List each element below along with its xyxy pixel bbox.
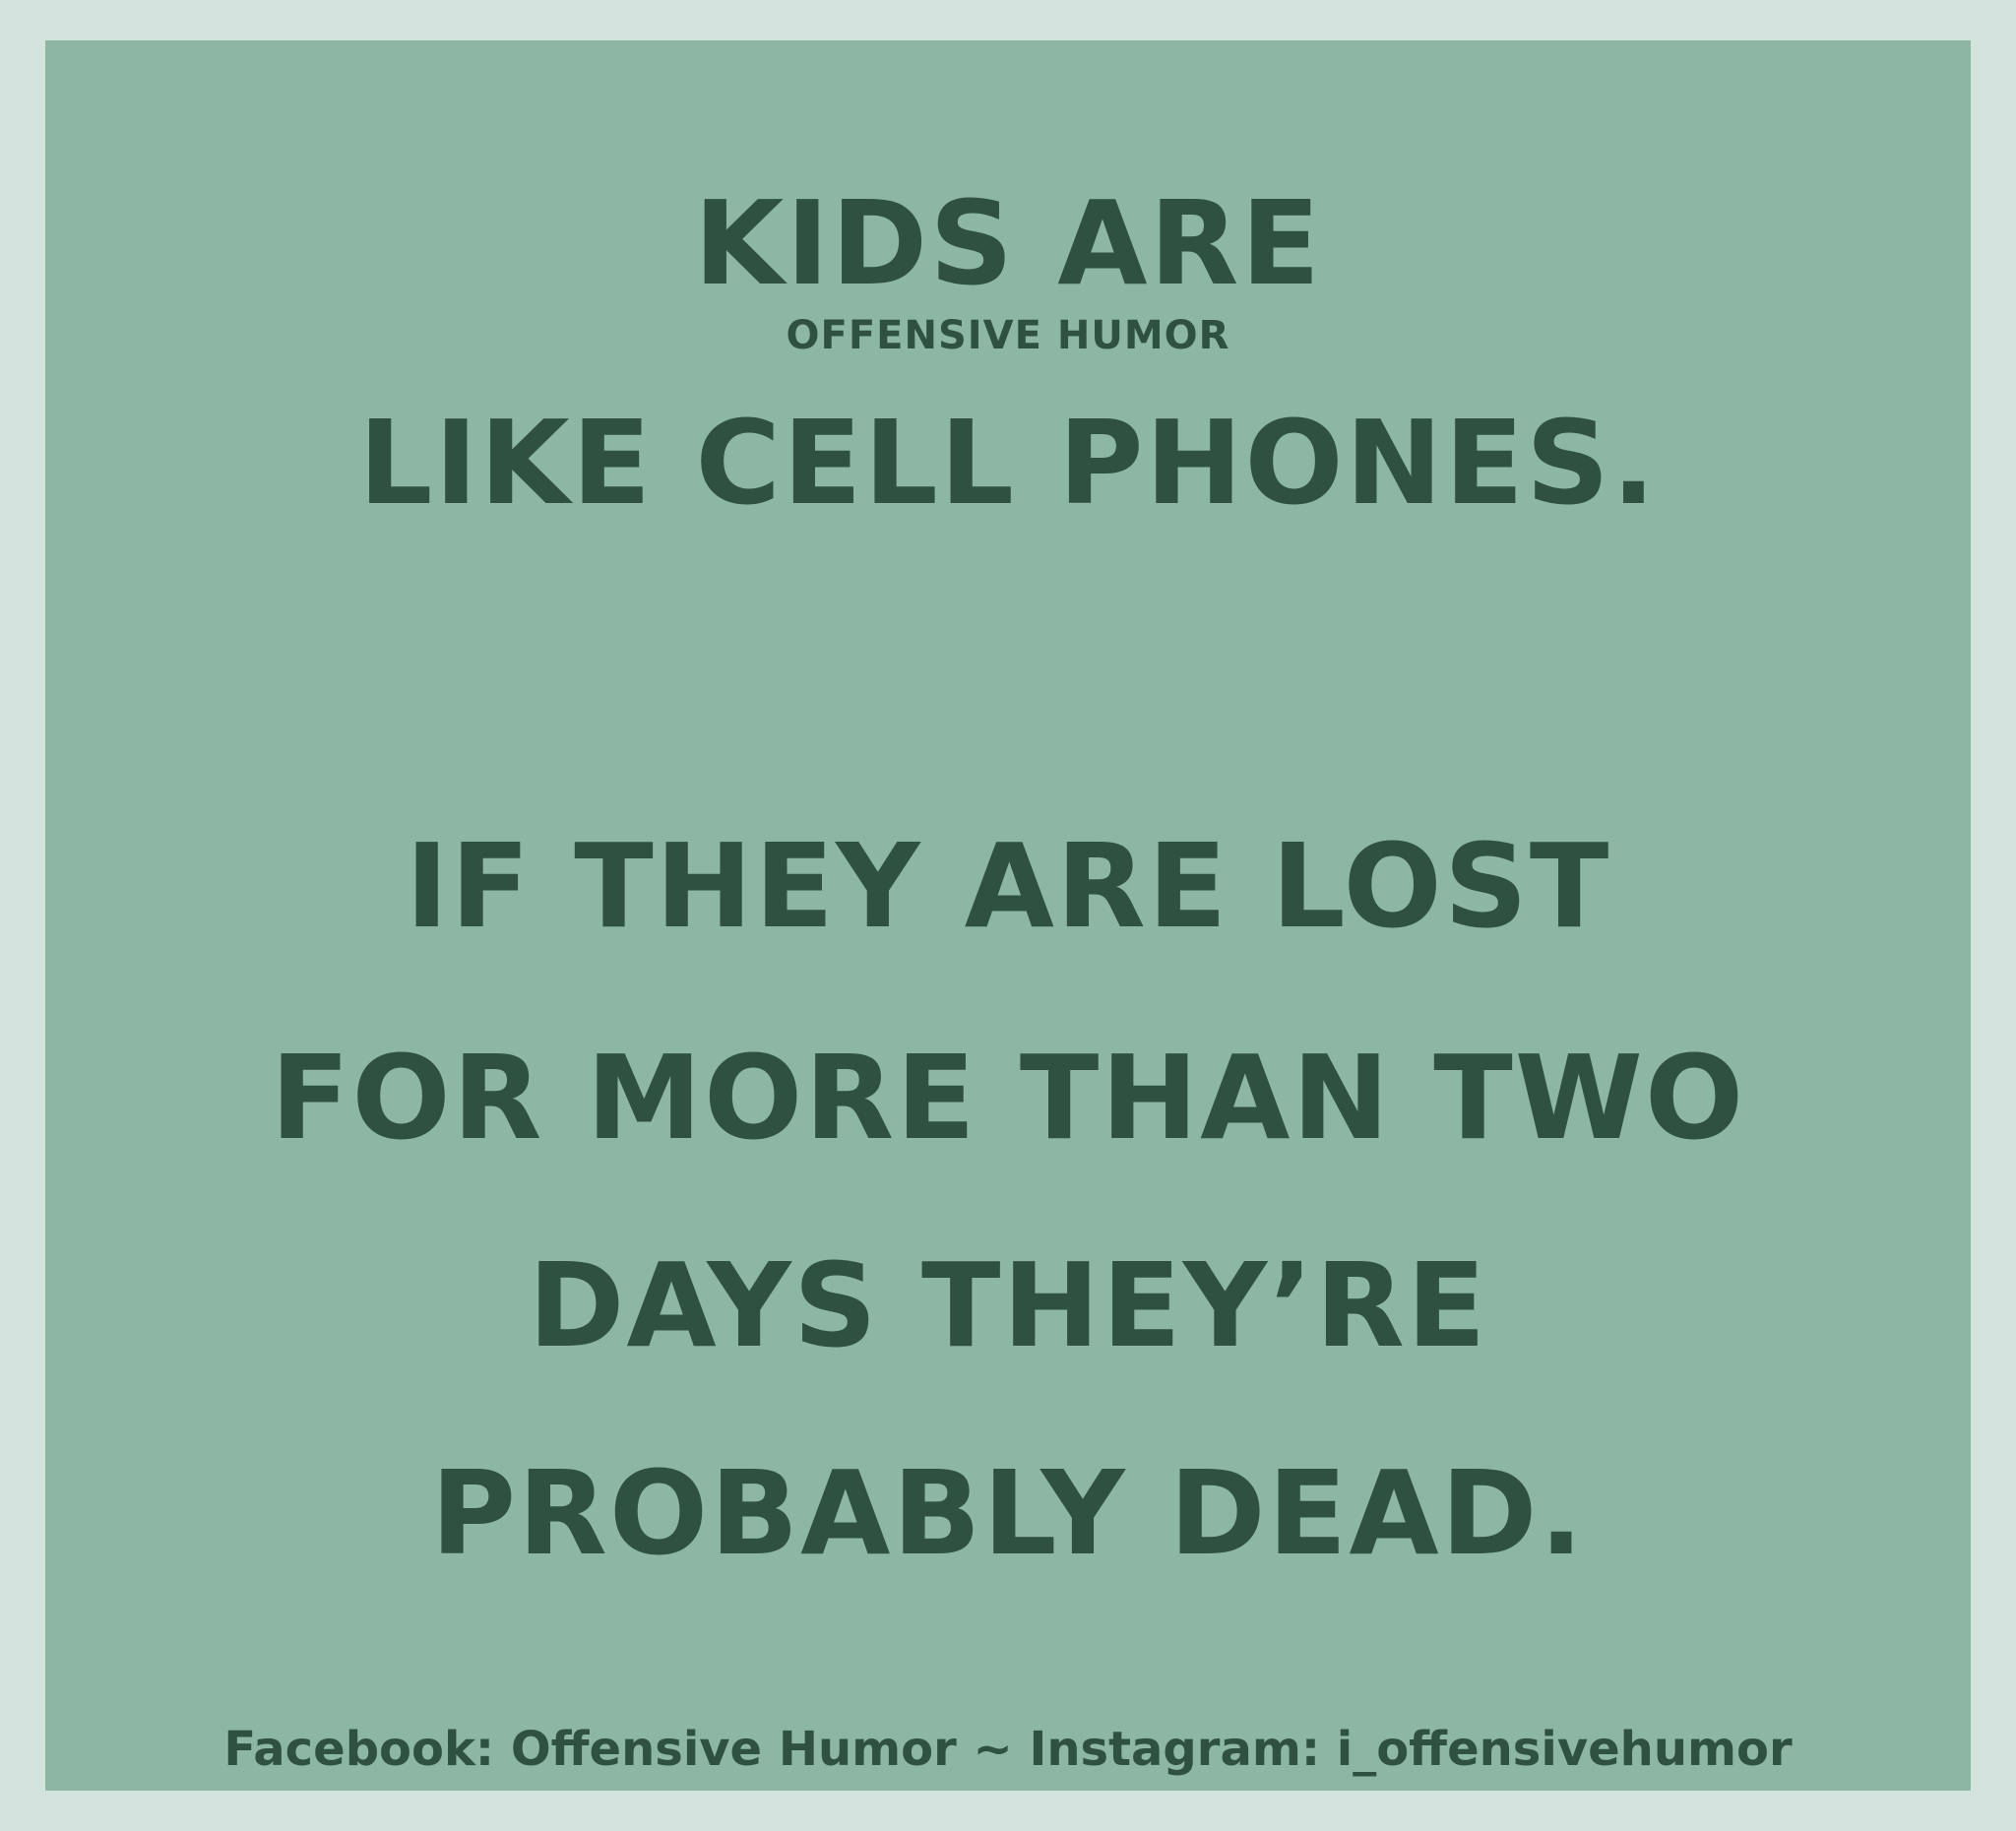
headline-line-4: FOR MORE THAN TWO — [270, 1030, 1746, 1166]
headline-line-3: IF THEY ARE LOST — [405, 818, 1611, 954]
headline-line-6: PROBABLY DEAD. — [430, 1445, 1586, 1581]
watermark-text: OFFENSIVE HUMOR — [786, 313, 1230, 358]
headline-line-1: KIDS ARE — [693, 175, 1323, 311]
headline-line-5: DAYS THEY’RE — [528, 1237, 1488, 1373]
meme-panel — [45, 40, 1971, 1791]
social-footer: Facebook: Offensive Humor ~ Instagram: i_offensivehumor — [223, 1722, 1793, 1777]
headline-line-2: LIKE CELL PHONES. — [358, 395, 1658, 531]
